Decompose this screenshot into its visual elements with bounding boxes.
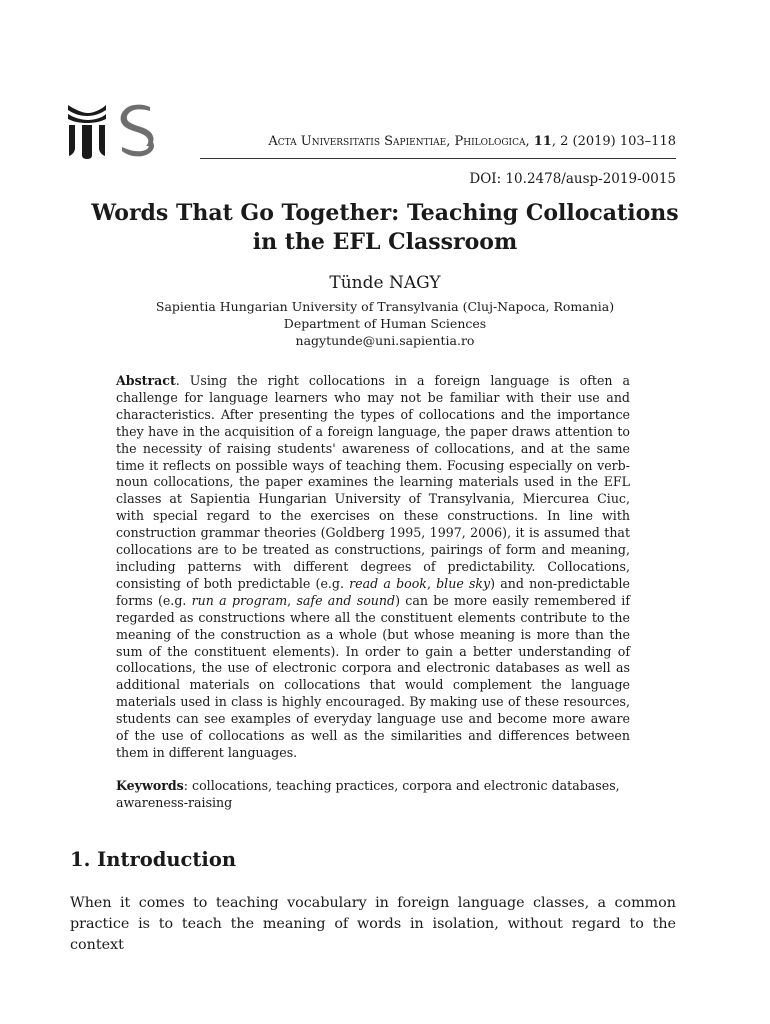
author-affiliation-block [60,298,710,349]
issue-year-pages: , 2 (2019) 103–118 [551,134,676,149]
keywords [116,778,630,812]
example-blue-sky: blue sky [436,575,491,591]
keywords-text: : collocations, teaching practices, corpora and electronic databases, awareness-raising [116,778,620,810]
volume-number: 11 [533,134,552,149]
abstract-label: Abstract [116,373,176,388]
body-paragraph [70,893,676,956]
s-emblem-icon [121,105,154,157]
abstract-sep-1: , [426,575,437,591]
abstract-text-1: . Using the right collocations in a foreign language is often a challenge for language learners who may not be familiar with their use and characteristics. After presenting the types of collocations and the importance they have in the acquisition of a foreign language, the paper draws attention to the necessity of raising students' awareness of collocations, and at the same time it reflects on possible ways of teaching them. Focusing especially on verb-noun collocations, the paper examines the learning materials used in the EFL classes at Sapientia Hungarian University of Transylvania, Miercurea Ciuc, with special regard to the exercises on these constructions. In line with construction grammar theories (Goldberg 1995, 1997, 2006), it is assumed that collocations are to be treated as constructions, pairings of form and meaning, including patterns with different degrees of predictability. Collocations, consisting of both predictable (e.g. [116,373,630,591]
author-name: Tünde NAGY [329,273,441,293]
tulip-emblem-icon [68,105,106,159]
title-line-2: in the EFL Classroom [252,229,518,255]
doi: DOI: 10.2478/ausp-2019-0015 [469,171,676,187]
example-run-a-program: run a program [191,592,288,608]
department: Department of Human Sciences [283,316,487,331]
abstract-text-3: ) can be more easily remembered if regarded as constructions where all the constituent elements contribute to the meaning of the construction as a whole (but whose meaning is more than the sum of the constituent elements). In order to gain a better understanding of collocations, the use of electronic corpora and electronic databases as well as additional materials on collocations that would complement the language materials used in class is highly encouraged. By making use of these resources, students can see examples of everyday language use and become more aware of the use of collocations as well as the similarities and differences between them in different languages. [116,592,630,760]
paper-title [60,199,710,257]
section-heading: 1. Introduction [70,848,237,871]
abstract-text-2: ) and non-predictable forms (e.g. [116,575,630,608]
keywords-label: Keywords [116,778,184,793]
university-logo [66,103,158,159]
affiliation: Sapientia Hungarian University of Transylvania (Cluj-Napoca, Romania) [155,299,615,314]
intro-paragraph: When it comes to teaching vocabulary in foreign language classes, a common practice is to teach the meaning of words in isolation, without regard to the context [70,895,676,953]
abstract-sep-2: , [287,592,297,608]
citation-separator: , [525,134,534,149]
abstract [116,373,630,762]
journal-citation [200,134,676,149]
journal-name: Acta Universitatis Sapientiae, Philologica [268,134,526,149]
example-safe-and-sound: safe and sound [296,592,396,608]
author-email: nagytunde@uni.sapientia.ro [295,333,475,348]
header-rule [200,158,676,159]
title-line-1: Words That Go Together: Teaching Collocations [91,200,679,226]
example-read-a-book: read a book [349,575,427,591]
